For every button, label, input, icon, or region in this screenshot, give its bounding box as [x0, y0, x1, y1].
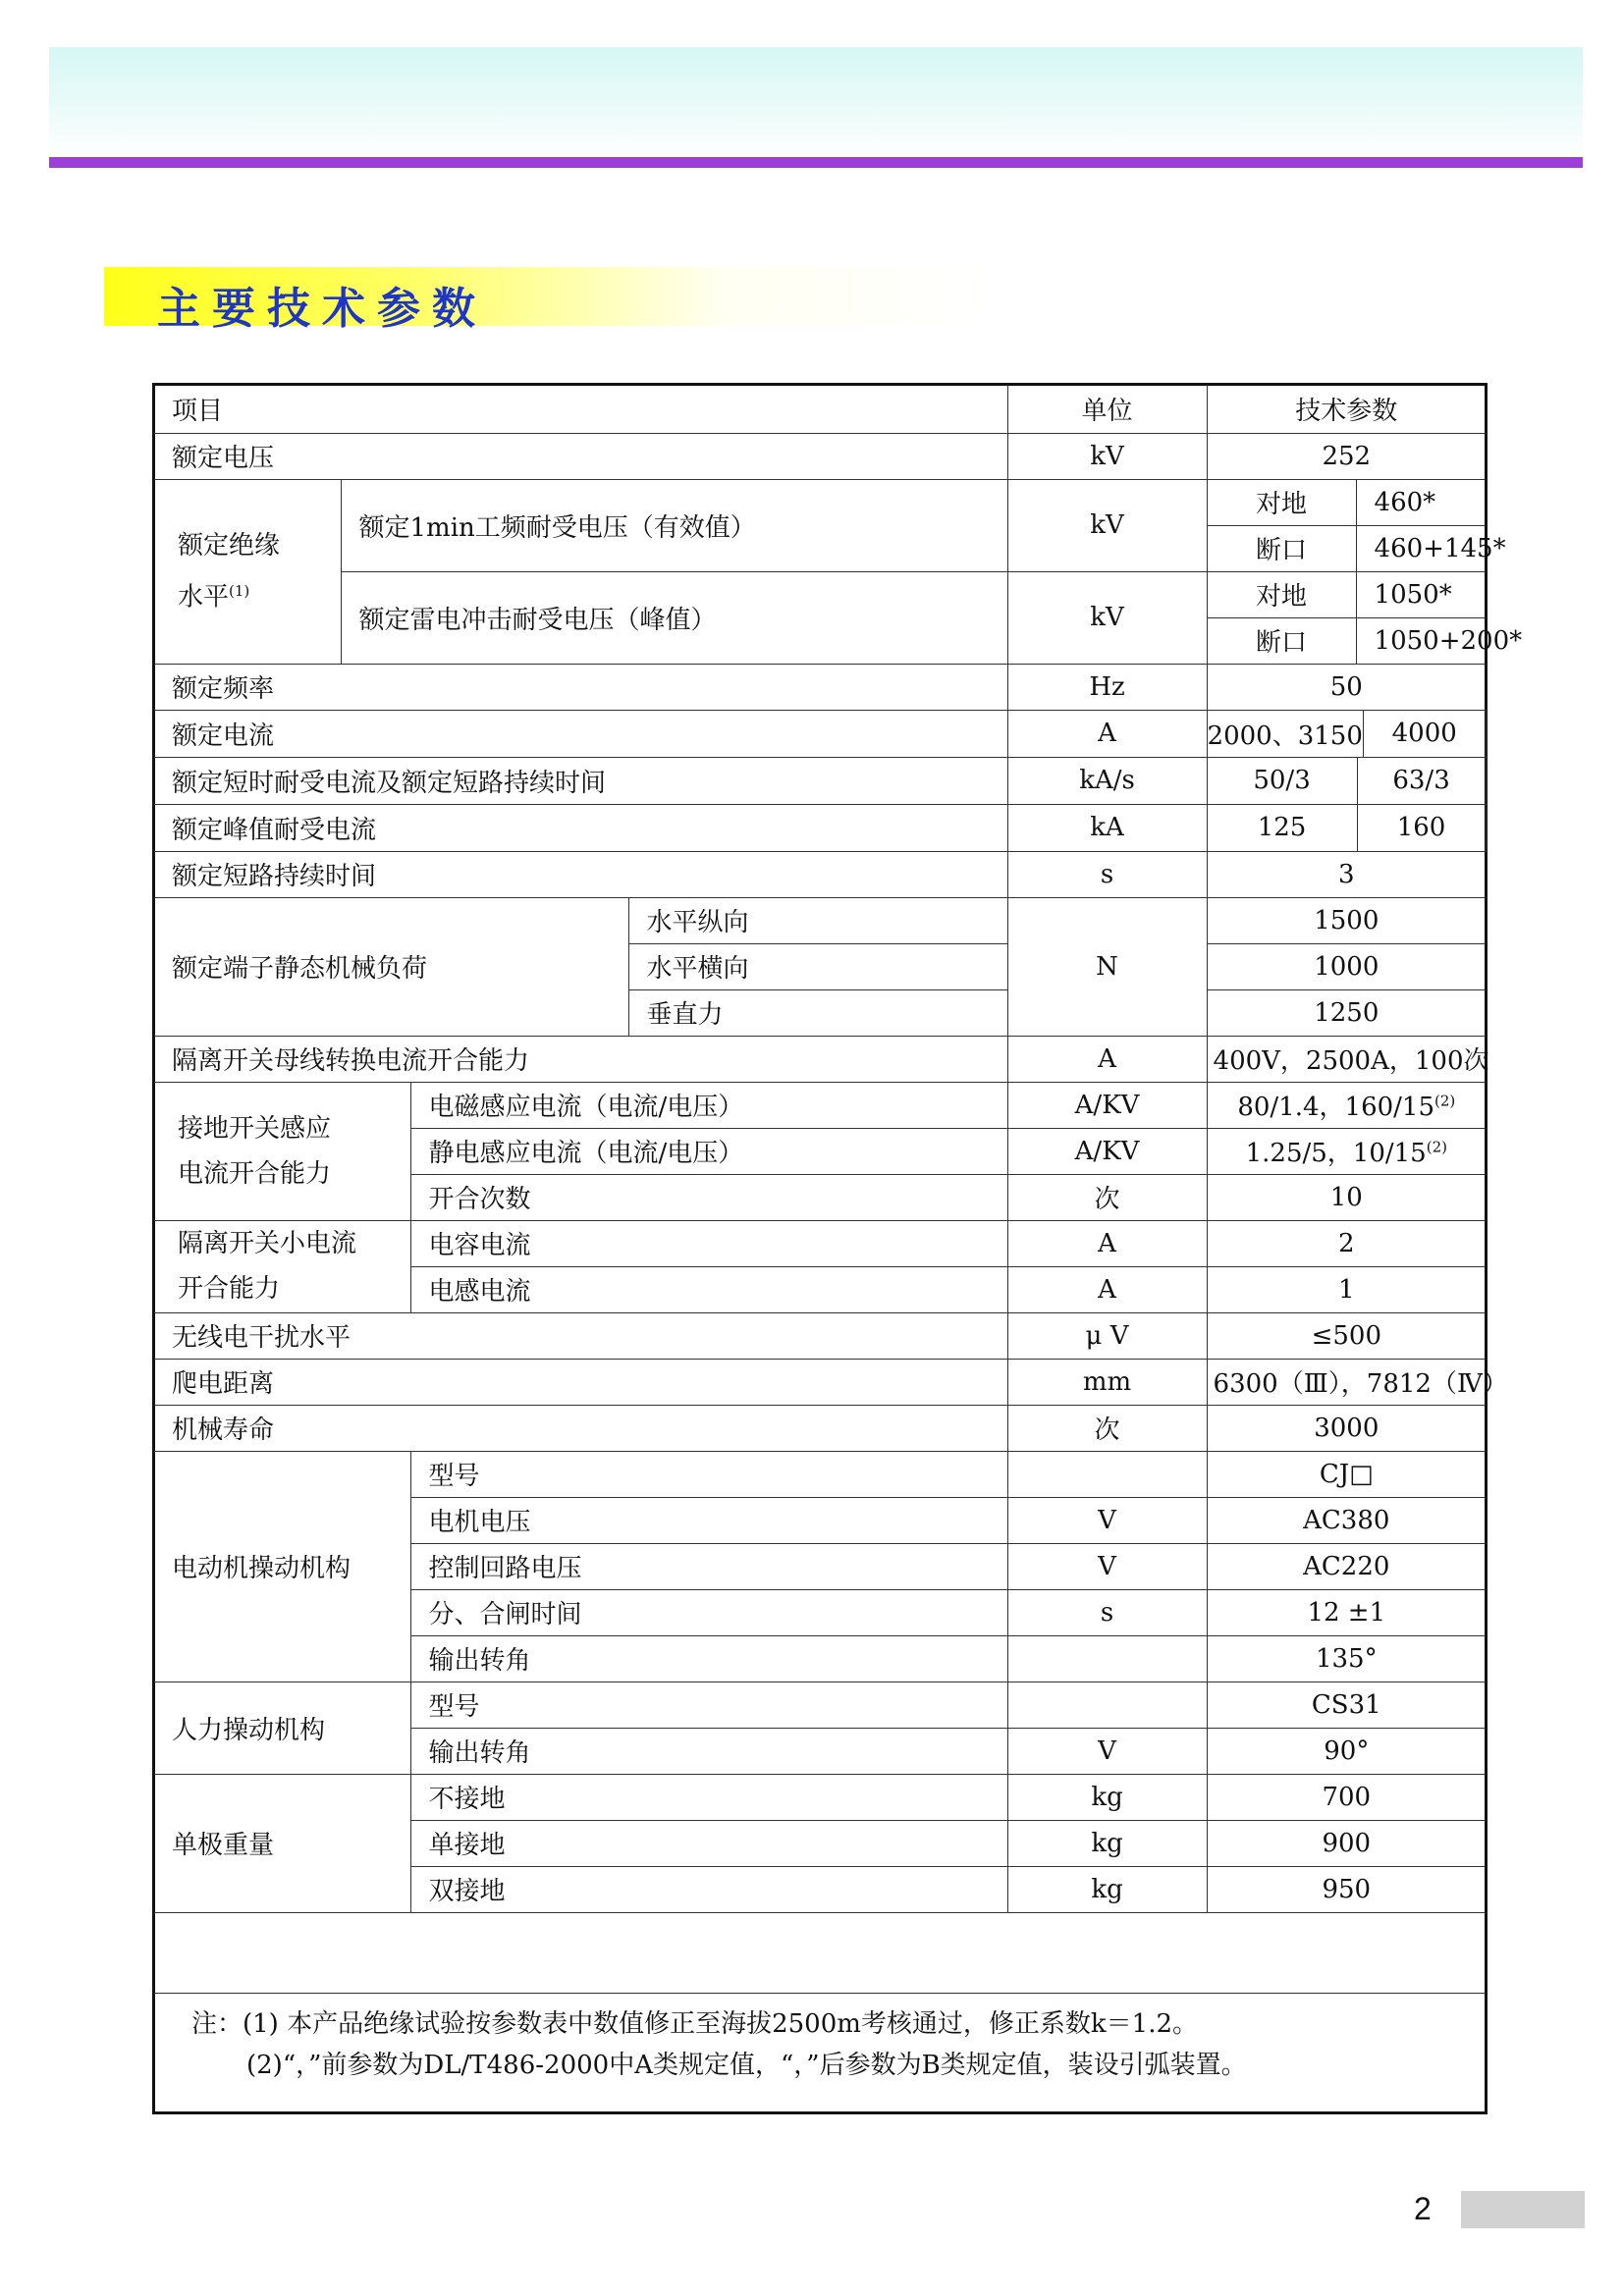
- row-unit: s: [1007, 851, 1207, 897]
- sub-key: 断口: [1207, 617, 1356, 664]
- sub-key: 型号: [410, 1682, 1007, 1728]
- insulation-a-label: 额定1min工频耐受电压（有效值）: [341, 479, 1007, 571]
- sub-key: 断口: [1207, 525, 1356, 571]
- earthing-switch-group: 接地开关感应 电流开合能力: [154, 1082, 410, 1220]
- sub-unit: A/KV: [1007, 1082, 1207, 1128]
- sub-value: 1000: [1207, 943, 1486, 989]
- table-row: [154, 897, 1486, 943]
- table-row: [154, 479, 1486, 525]
- row-value: 3000: [1207, 1405, 1486, 1451]
- header-band: [49, 47, 1583, 157]
- weight-group: 单极重量: [154, 1774, 410, 1912]
- sub-unit: A/KV: [1007, 1128, 1207, 1174]
- row-unit: Hz: [1007, 664, 1207, 710]
- table-row: [154, 385, 1486, 433]
- sub-key: 电容电流: [410, 1220, 1007, 1266]
- sub-key: 分、合闸时间: [410, 1589, 1007, 1635]
- row-value-alt: 160: [1396, 813, 1446, 842]
- table-row: [154, 1036, 1486, 1082]
- row-unit: A: [1007, 1036, 1207, 1082]
- table-row: [154, 1082, 1486, 1128]
- sub-unit: [1007, 1451, 1207, 1497]
- header-unit: 单位: [1007, 385, 1207, 433]
- row-value: 125: [1208, 805, 1358, 851]
- sub-value: CS31: [1207, 1682, 1486, 1728]
- row-label: 无线电干扰水平: [154, 1312, 1007, 1359]
- sub-value: 135°: [1207, 1635, 1486, 1682]
- sub-unit: kg: [1007, 1774, 1207, 1820]
- row-value: 50: [1207, 664, 1486, 710]
- table-row: [154, 710, 1486, 757]
- table-row: [154, 804, 1486, 851]
- sub-value: 1.25/5，10/15$^{(2)}$: [1207, 1128, 1486, 1174]
- terminal-load-unit: N: [1007, 897, 1207, 1036]
- sub-unit: V: [1007, 1543, 1207, 1589]
- insulation-b-unit: kV: [1007, 571, 1207, 664]
- table-row: [154, 664, 1486, 710]
- sub-unit: 次: [1007, 1174, 1207, 1220]
- table-row: [154, 1451, 1486, 1497]
- sub-value: 1050+200*: [1356, 617, 1486, 664]
- sub-unit: V: [1007, 1497, 1207, 1543]
- sub-value: 10: [1207, 1174, 1486, 1220]
- sub-key: 垂直力: [628, 989, 1007, 1036]
- row-value: 2000、3150: [1208, 711, 1364, 757]
- note-1: 注：(1) 本产品绝缘试验按参数表中数值修正至海拔2500m考核通过，修正系数k＝1.2。: [191, 2009, 1199, 2039]
- sub-value: AC220: [1207, 1543, 1486, 1589]
- row-label: 额定电压: [154, 433, 1007, 479]
- header-rule: [49, 157, 1583, 168]
- page-tab: [1461, 2191, 1585, 2228]
- sub-value: 460+145*: [1356, 525, 1486, 571]
- sub-value: 12 ±1: [1207, 1589, 1486, 1635]
- sub-value: AC380: [1207, 1497, 1486, 1543]
- table-row: [154, 433, 1486, 479]
- row-label: 额定短时耐受电流及额定短路持续时间: [154, 757, 1007, 804]
- row-label: 额定电流: [154, 710, 1007, 757]
- row-unit: kV: [1007, 433, 1207, 479]
- section-title: 主要技术参数: [157, 284, 487, 334]
- sub-key: 控制回路电压: [410, 1543, 1007, 1589]
- row-unit: mm: [1007, 1359, 1207, 1405]
- sub-key: 电机电压: [410, 1497, 1007, 1543]
- table-row: [154, 571, 1486, 617]
- sub-value: 80/1.4，160/15$^{(2)}$: [1207, 1082, 1486, 1128]
- note-2: (2)“，”前参数为DL/T486-2000中A类规定值，“，”后参数为B类规定值，装设引弧装置。: [246, 2051, 1247, 2080]
- sub-value: 1500: [1207, 897, 1486, 943]
- sub-value: 1050*: [1356, 571, 1486, 617]
- table-row: [154, 1220, 1486, 1266]
- row-value: ≤500: [1207, 1312, 1486, 1359]
- table-row: [154, 851, 1486, 897]
- row-value: 6300（Ⅲ），7812（Ⅳ）: [1207, 1359, 1486, 1405]
- header-item: 项目: [154, 385, 1007, 433]
- row-unit: kA: [1007, 804, 1207, 851]
- table-row: [154, 1774, 1486, 1820]
- page-number: 2: [1414, 2191, 1432, 2226]
- header-value: 技术参数: [1207, 385, 1486, 433]
- row-value: 252: [1207, 433, 1486, 479]
- sub-key: 输出转角: [410, 1728, 1007, 1774]
- table-row: [154, 1359, 1486, 1405]
- sub-unit: s: [1007, 1589, 1207, 1635]
- sub-value: 1: [1207, 1266, 1486, 1312]
- sub-value: 900: [1207, 1820, 1486, 1866]
- table-notes: [154, 1993, 1486, 2110]
- row-label: 隔离开关母线转换电流开合能力: [154, 1036, 1007, 1082]
- sub-value: CJ□: [1207, 1451, 1486, 1497]
- sub-value: 1250: [1207, 989, 1486, 1036]
- sub-unit: A: [1007, 1266, 1207, 1312]
- sub-unit: A: [1007, 1220, 1207, 1266]
- sub-value: 460*: [1356, 479, 1486, 525]
- sub-unit: kg: [1007, 1866, 1207, 1912]
- sub-unit: V: [1007, 1728, 1207, 1774]
- manual-mechanism-group: 人力操动机构: [154, 1682, 410, 1774]
- section-title-banner: [104, 267, 988, 334]
- row-label: 爬电距离: [154, 1359, 1007, 1405]
- row-value: 50/3: [1208, 758, 1358, 804]
- insulation-b-label: 额定雷电冲击耐受电压（峰值）: [341, 571, 1007, 664]
- sub-key: 水平横向: [628, 943, 1007, 989]
- table-row: [154, 1312, 1486, 1359]
- sub-unit: [1007, 1635, 1207, 1682]
- row-label: 机械寿命: [154, 1405, 1007, 1451]
- row-label: 额定峰值耐受电流: [154, 804, 1007, 851]
- sub-key: 双接地: [410, 1866, 1007, 1912]
- sub-key: 电磁感应电流（电流/电压）: [410, 1082, 1007, 1128]
- insulation-group-label: 额定绝缘 水平$^{(1)}$: [154, 479, 341, 664]
- sub-key: 单接地: [410, 1820, 1007, 1866]
- small-current-group: 隔离开关小电流 开合能力: [154, 1220, 410, 1312]
- row-unit: μ V: [1007, 1312, 1207, 1359]
- row-label: 额定短路持续时间: [154, 851, 1007, 897]
- sub-value: 700: [1207, 1774, 1486, 1820]
- sub-key: 开合次数: [410, 1174, 1007, 1220]
- row-unit: kA/s: [1007, 757, 1207, 804]
- sub-value: 950: [1207, 1866, 1486, 1912]
- table-row: [154, 1405, 1486, 1451]
- sub-unit: kg: [1007, 1820, 1207, 1866]
- row-unit: A: [1007, 710, 1207, 757]
- row-value: 400V，2500A，100次: [1207, 1036, 1486, 1082]
- row-value-alt: 63/3: [1392, 766, 1450, 795]
- row-value-alt: 4000: [1391, 719, 1457, 748]
- motor-mechanism-group: 电动机操动机构: [154, 1451, 410, 1682]
- sub-key: 静电感应电流（电流/电压）: [410, 1128, 1007, 1174]
- row-value: 3: [1207, 851, 1486, 897]
- sub-key: 型号: [410, 1451, 1007, 1497]
- row-unit: 次: [1007, 1405, 1207, 1451]
- sub-key: 电感电流: [410, 1266, 1007, 1312]
- table-row: [154, 1682, 1486, 1728]
- row-label: 额定频率: [154, 664, 1007, 710]
- sub-key: 水平纵向: [628, 897, 1007, 943]
- table-row: [154, 757, 1486, 804]
- spec-table: [154, 385, 1523, 1913]
- sub-value: 90°: [1207, 1728, 1486, 1774]
- sub-value: 2: [1207, 1220, 1486, 1266]
- sub-unit: [1007, 1682, 1207, 1728]
- terminal-load-group: 额定端子静态机械负荷: [154, 897, 628, 1036]
- sub-key: 对地: [1207, 571, 1356, 617]
- sub-key: 输出转角: [410, 1635, 1007, 1682]
- sub-key: 对地: [1207, 479, 1356, 525]
- insulation-a-unit: kV: [1007, 479, 1207, 571]
- sub-key: 不接地: [410, 1774, 1007, 1820]
